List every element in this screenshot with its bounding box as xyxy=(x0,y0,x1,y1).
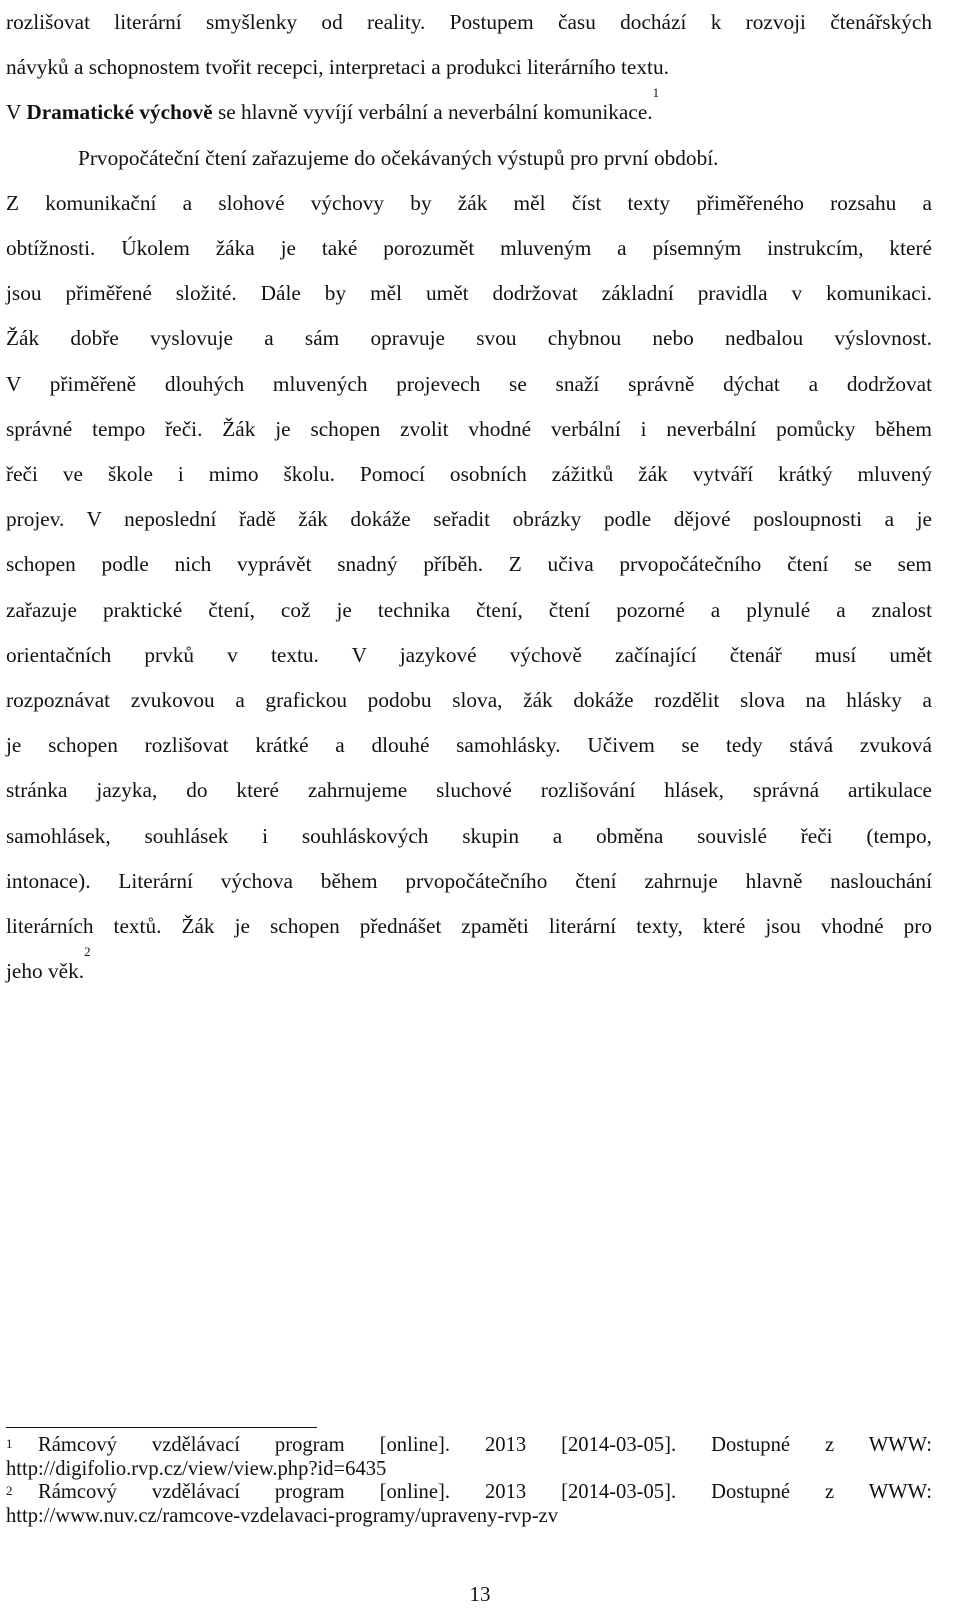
paragraph-2 xyxy=(6,136,932,995)
text-line xyxy=(6,85,932,135)
text-line xyxy=(6,944,932,994)
text-line: V přiměřeně dlouhých mluvených projevech se snaží správně dýchat a dodržovat xyxy=(6,371,932,396)
footnote-ref: 2 xyxy=(84,944,91,960)
paragraph-1 xyxy=(6,0,932,136)
document-page xyxy=(6,0,932,994)
text-line: správné tempo řeči. Žák je schopen zvolit vhodné verbální i neverbální pomůcky během xyxy=(6,416,932,441)
text-line: návyků a schopnostem tvořit recepci, interpretaci a produkci literárního textu. xyxy=(6,55,669,80)
text-line: projev. V neposlední řadě žák dokáže seřadit obrázky podle dějové posloupnosti a je xyxy=(6,507,932,532)
footnote-text: Rámcový vzdělávací program [online]. 2013 [2014-03-05]. Dostupné z WWW: xyxy=(38,1481,932,1503)
footnote-text: Rámcový vzdělávací program [online]. 2013 [2014-03-05]. Dostupné z WWW: xyxy=(38,1434,932,1456)
text-line: literárních textů. Žák je schopen přednášet zpaměti literární texty, které jsou vhodné pro xyxy=(6,914,932,939)
text-line: stránka jazyka, do které zahrnujeme sluchové rozlišování hlásek, správná artikulace xyxy=(6,778,932,803)
body-text xyxy=(6,0,932,994)
text-line: Z komunikační a slohové výchovy by žák měl číst texty přiměřeného rozsahu a xyxy=(6,190,932,215)
text-line: rozlišovat literární smyšlenky od reality. Postupem času dochází k rozvoji čtenářských xyxy=(6,10,932,34)
text-span: V xyxy=(6,100,27,125)
text-line: je schopen rozlišovat krátké a dlouhé samohlásky. Učivem se tedy stává zvuková xyxy=(6,733,932,758)
text-line: samohlásek, souhlásek i souhláskových skupin a obměna souvislé řeči (tempo, xyxy=(6,823,932,848)
text-line: zařazuje praktické čtení, což je technika čtení, čtení pozorné a plynulé a znalost xyxy=(6,597,932,622)
bold-term: Dramatické výchově xyxy=(26,100,213,125)
text-line: Prvopočáteční čtení zařazujeme do očekávaných výstupů pro první období. xyxy=(78,145,719,170)
text-line: schopen podle nich vyprávět snadný příběh. Z učiva prvopočátečního čtení se sem xyxy=(6,552,932,577)
text-span: se hlavně vyvíjí verbální a neverbální komunikace. xyxy=(212,100,653,125)
text-line: obtížnosti. Úkolem žáka je také porozumět mluveným a písemným instrukcím, které xyxy=(6,236,932,261)
footnote-separator xyxy=(6,1427,317,1428)
text-line: Žák dobře vyslovuje a sám opravuje svou chybnou nebo nedbalou výslovnost. xyxy=(6,326,932,351)
footnote-ref: 1 xyxy=(652,85,660,101)
footnote-number: 1 xyxy=(6,1436,13,1451)
text-line: jsou přiměřené složité. Dále by měl umět dodržovat základní pravidla v komunikaci. xyxy=(6,281,932,306)
footnote-1 xyxy=(6,1434,932,1481)
text-line: řeči ve škole i mimo školu. Pomocí osobních zážitků žák vytváří krátký mluvený xyxy=(6,462,932,487)
footnote-link[interactable]: http://digifolio.rvp.cz/view/view.php?id=6435 xyxy=(6,1457,387,1480)
footnote-2 xyxy=(6,1481,932,1528)
footnote-link[interactable]: http://www.nuv.cz/ramcove-vzdelavaci-programy/upraveny-rvp-zv xyxy=(6,1504,558,1527)
text-line: intonace). Literární výchova během prvopočátečního čtení zahrnuje hlavně naslouchání xyxy=(6,868,932,893)
footnotes xyxy=(6,1434,932,1528)
text-line xyxy=(6,45,932,90)
footnote-number: 2 xyxy=(6,1483,13,1498)
text-span: jeho věk. xyxy=(6,959,85,984)
text-line: orientačních prvků v textu. V jazykové výchově začínající čtenář musí umět xyxy=(6,642,932,667)
page-number: 13 xyxy=(469,1582,491,1606)
text-line: rozpoznávat zvukovou a grafickou podobu slova, žák dokáže rozdělit slova na hlásky a xyxy=(6,688,932,713)
